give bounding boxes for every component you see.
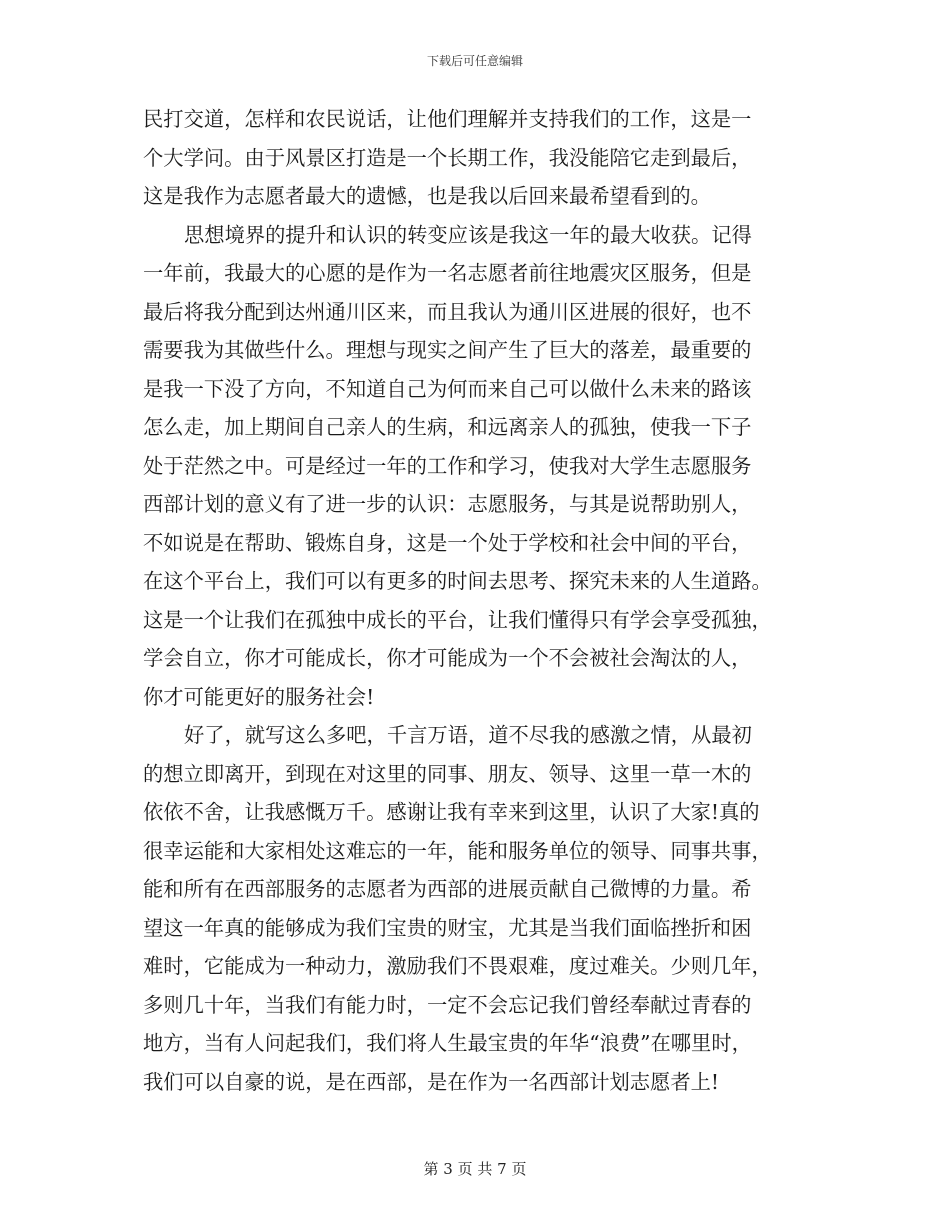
text-line: 这是一个让我们在孤独中成长的平台，让我们懂得只有学会享受孤独， bbox=[143, 607, 772, 632]
text-line: 望这一年真的能够成为我们宝贵的财宝，尤其是当我们面临挫折和困 bbox=[143, 915, 752, 940]
text-line: 处于茫然之中。可是经过一年的工作和学习，使我对大学生志愿服务 bbox=[143, 453, 752, 478]
text-line: 多则几十年，当我们有能力时，一定不会忘记我们曾经奉献过青春的 bbox=[143, 992, 752, 1017]
page-header: 下载后可任意编辑 bbox=[426, 54, 523, 68]
text-line: 的想立即离开，到现在对这里的同事、朋友、领导、这里一草一木的 bbox=[143, 761, 752, 786]
text-line: 我们可以自豪的说，是在西部，是在作为一名西部计划志愿者上! bbox=[143, 1069, 720, 1094]
text-line: 不如说是在帮助、锻炼自身，这是一个处于学校和社会中间的平台， bbox=[143, 530, 752, 555]
text-line: 在这个平台上，我们可以有更多的时间去思考、探究未来的人生道路。 bbox=[143, 569, 772, 593]
paragraph bbox=[143, 100, 803, 216]
text-line: 地方，当有人问起我们，我们将人生最宝贵的年华“浪费”在哪里时， bbox=[143, 1031, 752, 1055]
text-line: 这是我作为志愿者最大的遗憾，也是我以后回来最希望看到的。 bbox=[143, 184, 711, 208]
text-line: 好了，就写这么多吧，千言万语，道不尽我的感激之情，从最初 bbox=[184, 723, 752, 747]
text-line: 最后将我分配到达州通川区来，而且我认为通川区进展的很好，也不 bbox=[143, 299, 752, 324]
document-body bbox=[143, 100, 803, 1101]
paragraph bbox=[143, 716, 803, 1101]
text-line: 依依不舍，让我感慨万千。感谢让我有幸来到这里，认识了大家!真的 bbox=[143, 800, 760, 824]
text-line: 怎么走，加上期间自己亲人的生病，和远离亲人的孤独，使我一下子 bbox=[143, 415, 752, 439]
text-line: 个大学问。由于风景区打造是一个长期工作，我没能陪它走到最后， bbox=[143, 145, 752, 170]
text-line: 民打交道，怎样和农民说话，让他们理解并支持我们的工作，这是一 bbox=[143, 107, 752, 131]
text-line: 西部计划的意义有了进一步的认识：志愿服务，与其是说帮助别人， bbox=[143, 492, 752, 516]
text-line: 难时，它能成为一种动力，激励我们不畏艰难，度过难关。少则几年， bbox=[143, 954, 772, 978]
text-line: 思想境界的提升和认识的转变应该是我这一年的最大收获。记得 bbox=[184, 222, 752, 247]
text-line: 学会自立，你才可能成长，你才可能成为一个不会被社会淘汰的人， bbox=[143, 646, 752, 670]
text-line: 你才可能更好的服务社会! bbox=[143, 684, 375, 709]
text-line: 能和所有在西部服务的志愿者为西部的进展贡献自己微博的力量。希 bbox=[143, 877, 752, 901]
text-line: 需要我为其做些什么。理想与现实之间产生了巨大的落差，最重要的 bbox=[143, 338, 752, 362]
page-footer: 第 3 页 共 7 页 bbox=[423, 1160, 527, 1178]
text-line: 是我一下没了方向，不知道自己为何而来自己可以做什么未来的路该 bbox=[143, 376, 752, 401]
text-line: 一年前，我最大的心愿的是作为一名志愿者前往地震灾区服务，但是 bbox=[143, 261, 752, 285]
text-line: 很幸运能和大家相处这难忘的一年，能和服务单位的领导、同事共事， bbox=[143, 838, 772, 863]
paragraph bbox=[143, 216, 803, 717]
